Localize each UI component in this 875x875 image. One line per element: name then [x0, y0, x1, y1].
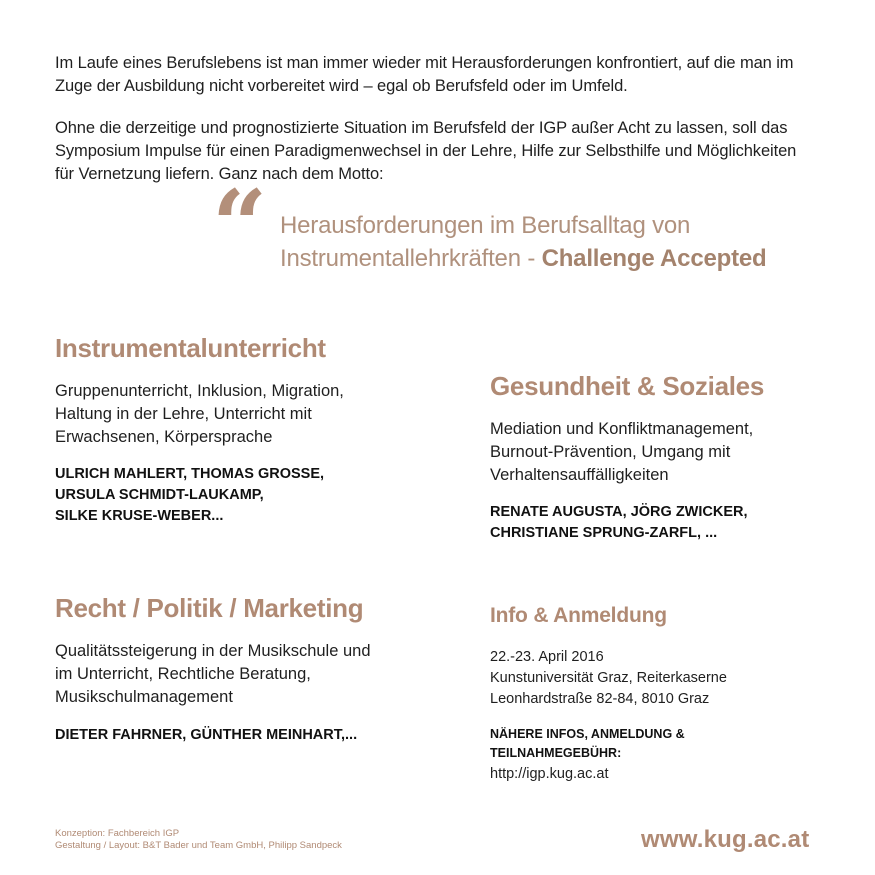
- speakers-instrumental: [55, 464, 324, 527]
- intro-text-2: Ohne die derzeitige und prognostizierte Situation im Berufsfeld der IGP außer Acht zu lassen, soll das Symposium Impulse für einen Paradigmenwechsel in der Lehre, Hilfe zur Selbsthilfe und Möglichkeiten für Vernetzung liefern. Ganz nach dem Motto:: [55, 119, 797, 183]
- section-text-health: Mediation und Konfliktmanagement, Burnout-Prävention, Umgang mit Verhaltensauffälligkeiten: [490, 420, 754, 484]
- motto-line-2-prefix: Instrumentallehrkräften -: [280, 245, 542, 272]
- event-venue: Kunstuniversität Graz, Reiterkaserne: [490, 670, 727, 686]
- speaker-line: SILKE KRUSE-WEBER...: [55, 508, 224, 524]
- speakers-health: [490, 502, 748, 544]
- motto-line-1: Herausforderungen im Berufsalltag von: [280, 212, 691, 239]
- credits: [55, 828, 342, 852]
- section-title-law: Recht / Politik / Marketing: [55, 593, 364, 623]
- section-title-instrumental: Instrumentalunterricht: [55, 333, 326, 363]
- intro-paragraph-1: [55, 52, 815, 98]
- speakers-law: [55, 725, 357, 746]
- speaker-line: DIETER FAHRNER, GÜNTHER MEINHART,...: [55, 727, 358, 743]
- website-link[interactable]: www.kug.ac.at: [641, 826, 810, 853]
- more-info-label: [490, 725, 685, 763]
- event-date: 22.-23. April 2016: [490, 649, 604, 665]
- credit-concept: Konzeption: Fachbereich IGP: [55, 828, 180, 839]
- section-text-instrumental: Gruppenunterricht, Inklusion, Migration, Haltung in der Lehre, Unterricht mit Erwachsenen, Körpersprache: [55, 382, 344, 446]
- motto-quote: [280, 209, 840, 275]
- motto-highlight: Challenge Accepted: [541, 245, 767, 272]
- event-details: [490, 647, 727, 710]
- speaker-line: RENATE AUGUSTA, JÖRG ZWICKER,: [490, 504, 748, 520]
- speaker-line: ULRICH MAHLERT, THOMAS GROSSE,: [55, 466, 325, 482]
- speaker-line: CHRISTIANE SPRUNG-ZARFL, ...: [490, 525, 718, 541]
- info-url-link[interactable]: http://igp.kug.ac.at: [490, 766, 609, 782]
- speaker-line: URSULA SCHMIDT-LAUKAMP,: [55, 487, 264, 503]
- credit-design: Gestaltung / Layout: B&T Bader und Team GmbH, Philipp Sandpeck: [55, 840, 342, 851]
- quote-mark-icon: “: [212, 169, 260, 282]
- info-title: Info & Anmeldung: [490, 604, 667, 627]
- more-info-line-2: TEILNAHMEGEBÜHR:: [490, 746, 622, 760]
- motto-line-2: [280, 242, 840, 275]
- intro-paragraph-2: [55, 117, 815, 186]
- intro-text-1: Im Laufe eines Berufslebens ist man immer wieder mit Herausforderungen konfrontiert, auf die man im Zuge der Ausbildung nicht vorbereitet wird – egal ob Berufsfeld oder im Umfeld.: [55, 54, 794, 95]
- more-info-line-1: NÄHERE INFOS, ANMELDUNG &: [490, 727, 685, 741]
- section-title-health: Gesundheit & Soziales: [490, 371, 764, 401]
- event-address: Leonhardstraße 82-84, 8010 Graz: [490, 691, 710, 707]
- section-text-law: Qualitätssteigerung in der Musikschule und im Unterricht, Rechtliche Beratung, Musikschulmanagement: [55, 642, 371, 706]
